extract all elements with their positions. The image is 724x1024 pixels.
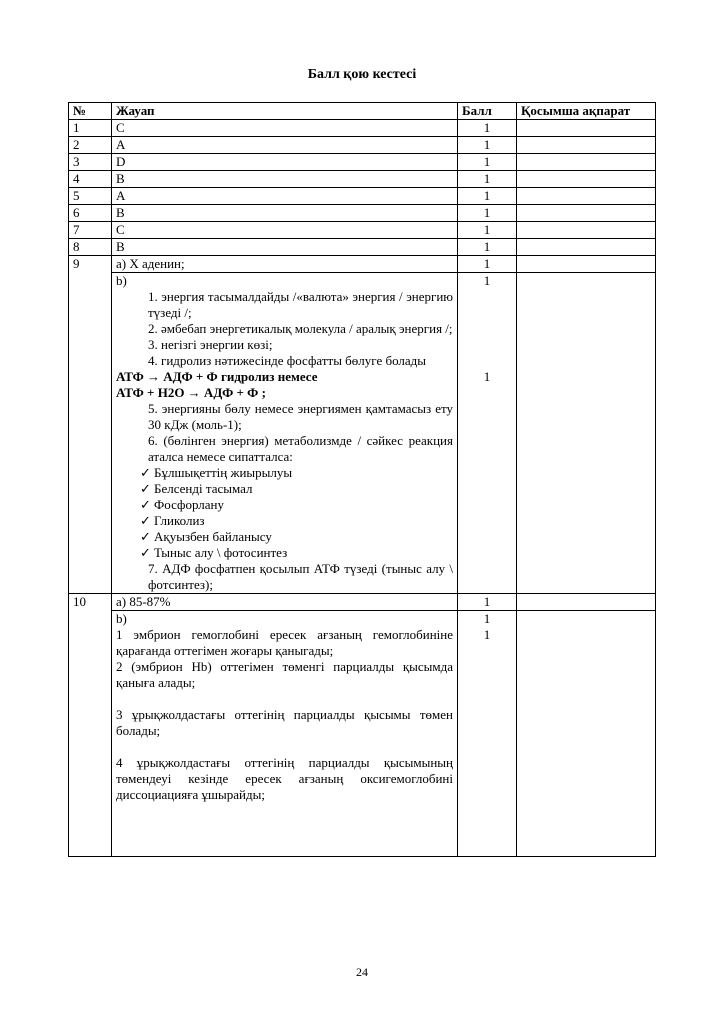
q9-extra-b [517,273,656,594]
q9-equation-1: АТФ → АДФ + Ф гидролиз немесе [116,369,318,384]
q9-item-7: 7. АДФ фосфатпен қосылып АТФ түзеді (тыныс алу \ фотсинтез); [148,561,453,592]
row-answer: B [112,171,458,188]
q9-row-a [69,256,656,273]
q9-item-6: 6. (бөлінген энергия) метаболизмде / сәйкес реакция аталса немесе сипатталса: [148,433,453,464]
q9-row-b [69,273,656,594]
row-num: 8 [69,239,112,256]
q9-item-1: 1. энергия тасымалдайды /«валюта» энергия / энергию түзеді /; [148,289,453,320]
q10-score-b-1: 1 [483,611,491,626]
table-row [69,222,656,239]
row-score: 1 [458,171,517,188]
row-extra [517,120,656,137]
row-extra [517,188,656,205]
row-extra [517,137,656,154]
table-row [69,171,656,188]
page-number: 24 [356,965,368,979]
q10-score-a: 1 [458,594,517,611]
q10-num: 10 [69,594,112,857]
row-answer: C [112,222,458,239]
score-table [68,102,656,857]
row-score: 1 [458,239,517,256]
check-icon: ✓ [140,513,151,528]
q9-check-2: ✓ Белсенді тасымал [140,481,253,496]
q9-extra-a [517,256,656,273]
row-answer: B [112,239,458,256]
q10-score-b-2: 1 [483,627,491,642]
row-score: 1 [458,188,517,205]
q10-answer-a: a) 85-87% [112,594,458,611]
q10-b-label: b) [116,611,127,626]
row-num: 1 [69,120,112,137]
q9-item-5: 5. энергияны бөлу немесе энергиямен қамтамасыз ету 30 кДж (моль-1); [148,401,453,432]
check-icon: ✓ [140,465,151,480]
q9-item-2: 2. әмбебап энергетикалық молекула / аралық энергия /; [148,321,453,336]
row-num: 4 [69,171,112,188]
header-score: Балл [458,103,517,120]
check-icon: ✓ [140,529,151,544]
q9-b-label: b) [116,273,127,288]
q10-score-b [458,611,517,857]
q9-item-3: 3. негізгі энергии көзі; [148,337,273,352]
row-extra [517,154,656,171]
q9-check-4: ✓ Гликолиз [140,513,205,528]
q9-check-1: ✓ Бұлшықеттің жиырылуы [140,465,293,480]
row-answer: A [112,137,458,154]
q10-point-2: 2 (эмбрион Hb) оттегімен төменгі парциалды қысымда қаныға алады; [116,659,453,690]
q9-score-a: 1 [458,256,517,273]
q10-point-1: 1 эмбрион гемоглобині ересек ағзаның гемоглобиніне қарағанда оттегімен жоғары қаныгады; [116,627,453,658]
row-extra [517,205,656,222]
page-title: Балл қою кестесі [307,67,417,82]
row-num: 7 [69,222,112,239]
q9-check-5: ✓ Ақуызбен байланысу [140,529,272,544]
q9-score-b-1: 1 [483,273,491,288]
row-score: 1 [458,154,517,171]
q10-point-3: 3 ұрықжолдастағы оттегінің парциалды қысымы төмен болады; [116,707,453,738]
header-answer: Жауап [112,103,458,120]
q10-point-4: 4 ұрықжолдастағы оттегінің парциалды қысымының төмендеуі кезінде ересек ағзаның оксигемоглобині диссоциацияға ұшырайды; [116,755,453,802]
table-row [69,120,656,137]
table-row [69,205,656,222]
q9-num: 9 [69,256,112,594]
q10-answer-b [112,611,458,857]
row-score: 1 [458,222,517,239]
row-num: 6 [69,205,112,222]
row-score: 1 [458,120,517,137]
q10-extra-b [517,611,656,857]
table-row [69,239,656,256]
check-icon: ✓ [140,481,151,496]
q9-check-6: ✓ Тыныс алу \ фотосинтез [140,545,288,560]
table-row [69,188,656,205]
row-answer: A [112,188,458,205]
check-icon: ✓ [140,497,151,512]
check-icon: ✓ [140,545,151,560]
q9-score-b-2: 1 [483,369,491,384]
row-answer: D [112,154,458,171]
header-num: № [69,103,112,120]
row-answer: C [112,120,458,137]
row-extra [517,222,656,239]
row-num: 2 [69,137,112,154]
q9-equation-2: АТФ + Н2О → АДФ + Ф ; [116,385,266,400]
row-extra [517,171,656,188]
row-num: 5 [69,188,112,205]
row-score: 1 [458,205,517,222]
q9-answer-a: a) Х аденин; [112,256,458,273]
table-header-row [69,103,656,120]
q10-extra-a [517,594,656,611]
row-score: 1 [458,137,517,154]
table-row [69,137,656,154]
q10-row-a [69,594,656,611]
header-extra: Қосымша ақпарат [517,103,656,120]
row-answer: B [112,205,458,222]
row-num: 3 [69,154,112,171]
q10-row-b [69,611,656,857]
row-extra [517,239,656,256]
table-row [69,154,656,171]
q9-check-3: ✓ Фосфорлану [140,497,224,512]
q9-answer-b [112,273,458,594]
q9-score-b [458,273,517,594]
q9-item-4: 4. гидролиз нәтижесінде фосфатты бөлуге болады [148,353,427,368]
